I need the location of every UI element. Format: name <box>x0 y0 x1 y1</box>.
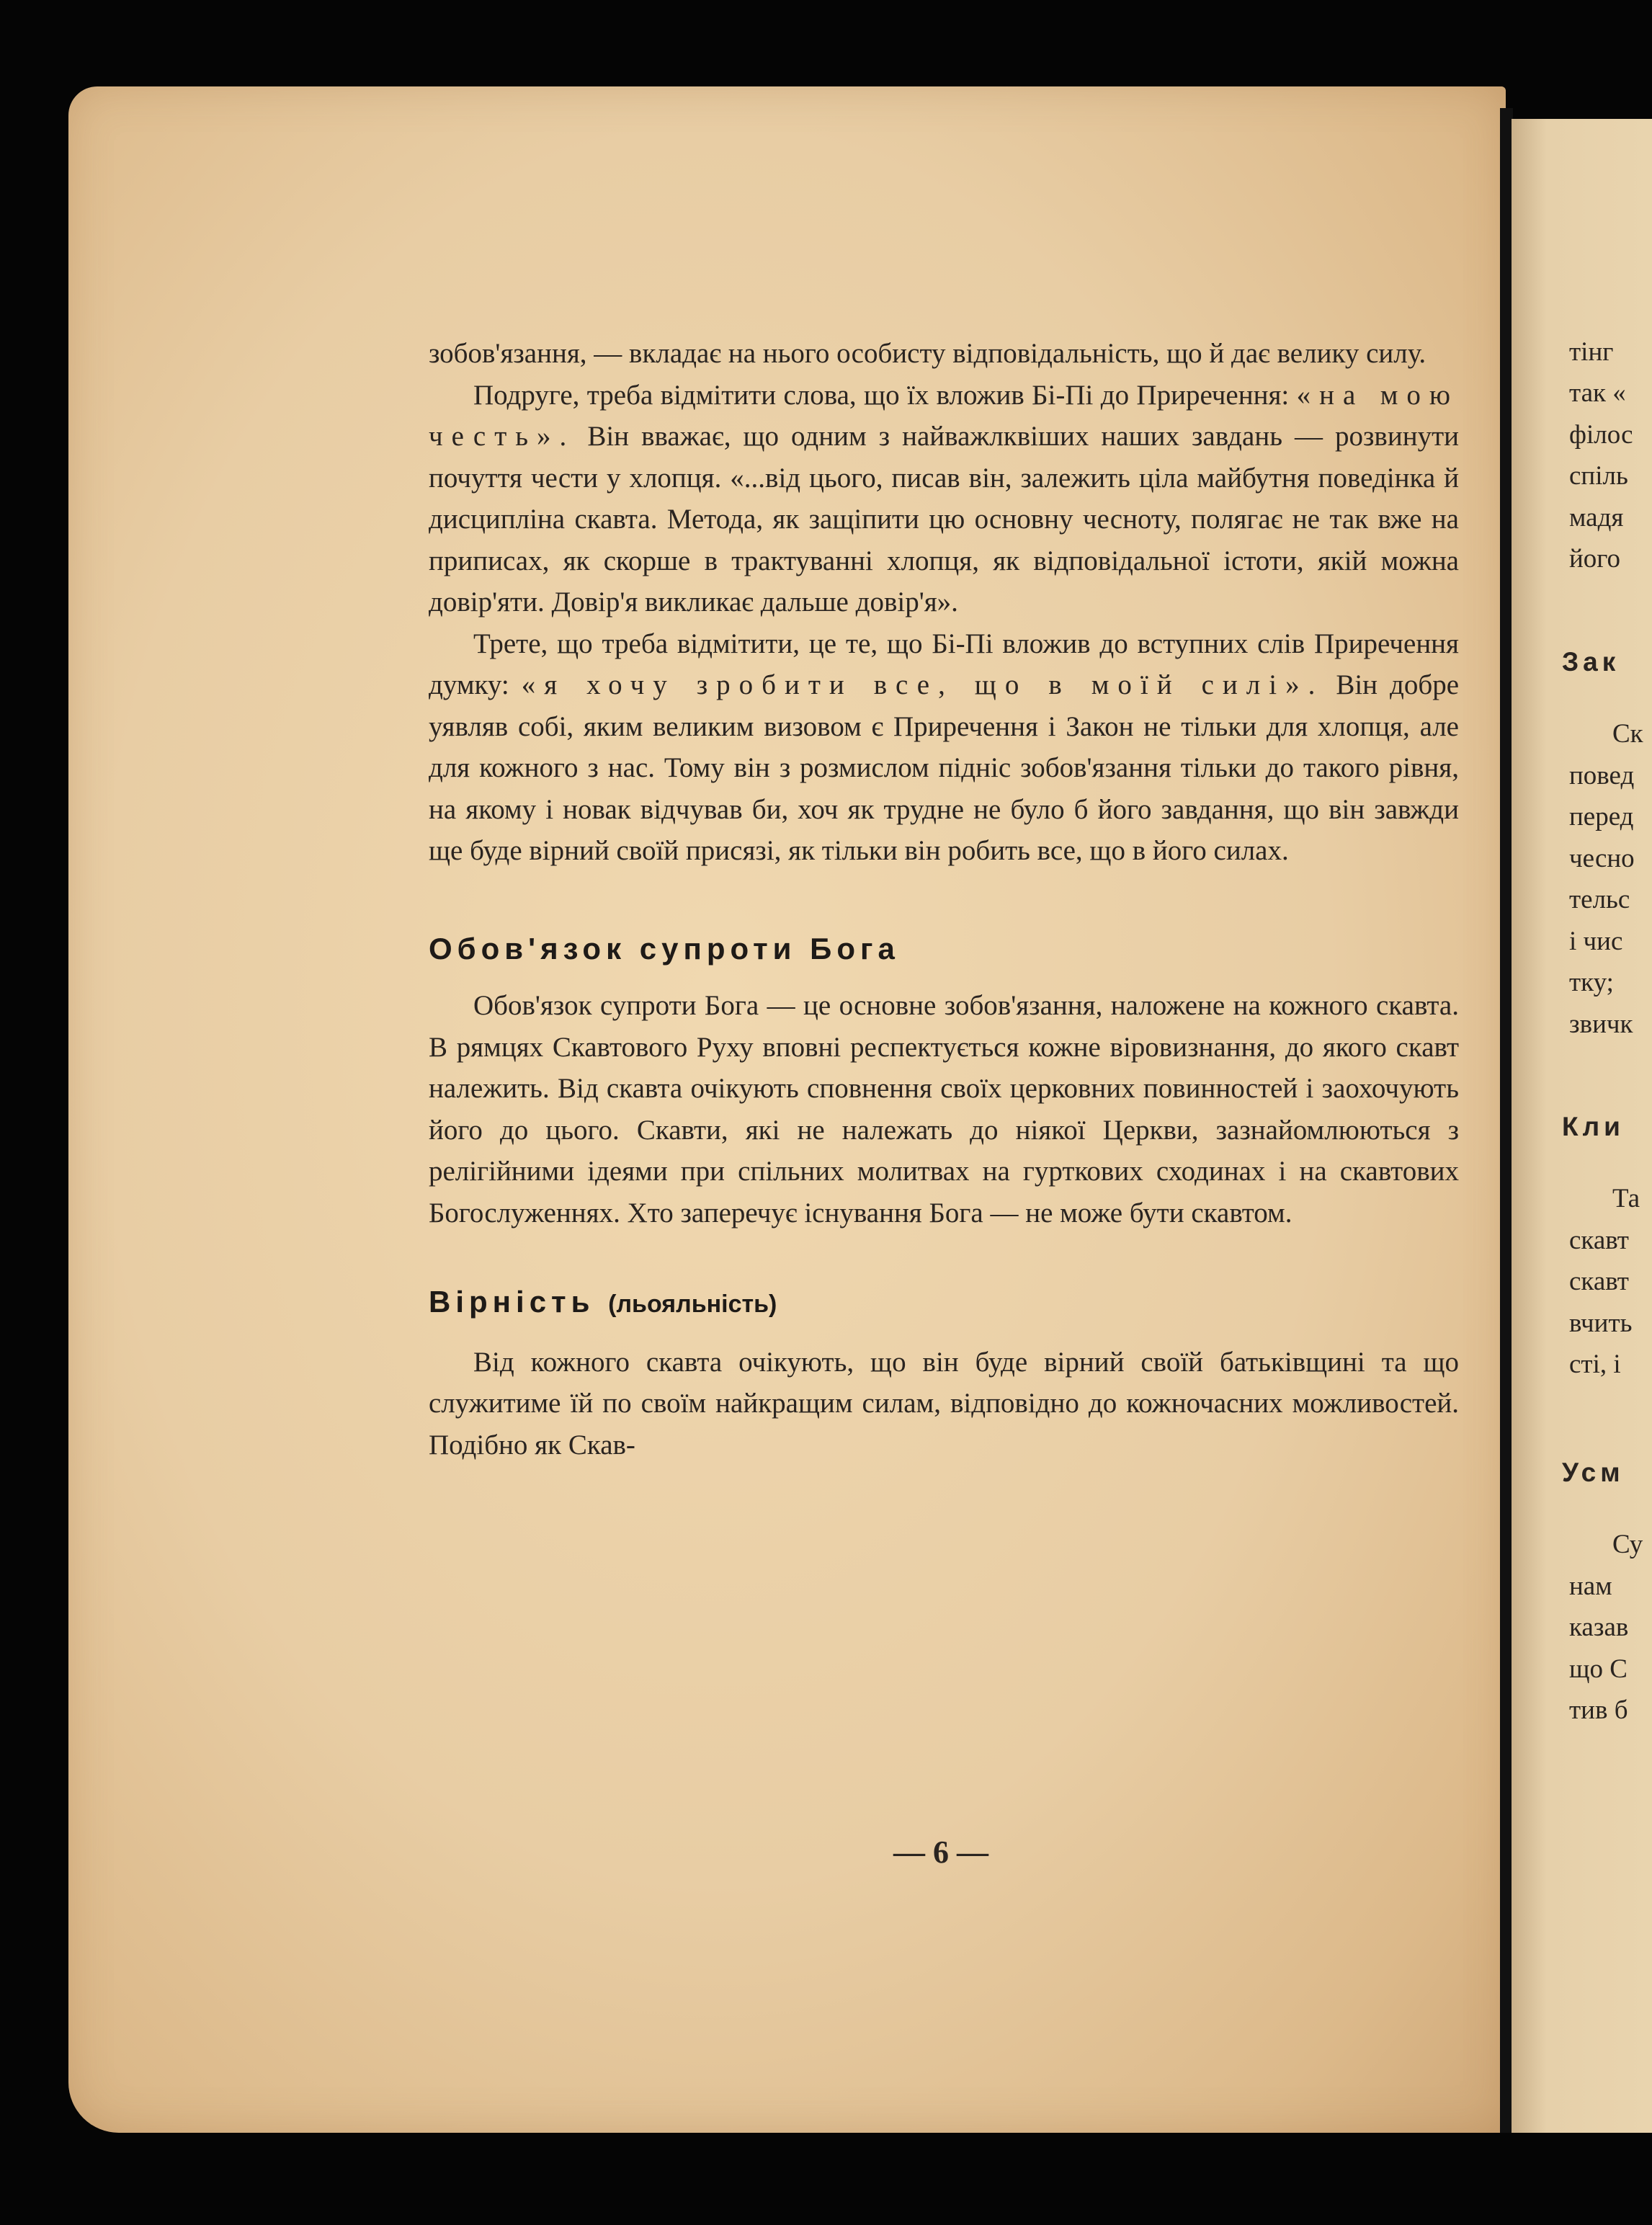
section-heading-duty-to-god: Обов'язок супроти Бога <box>429 931 900 966</box>
right-heading: Усм <box>1562 1458 1625 1487</box>
right-line: перед <box>1569 802 1634 831</box>
right-heading: Кли <box>1562 1112 1625 1141</box>
emphasis-on-my-honor: «на мою честь». <box>429 379 1460 452</box>
right-line: повед <box>1569 761 1635 790</box>
paragraph-third-point: Трете, що треба відмітити, це те, що Бі-Пі вложив до вступних слів Приречення думку: «я хочу зробити все, що в моїй силі». Він добре уявляв собі, яким великим визовом є Приречення і Закон не тільки для хлопця, але для кожного з нас. Тому він з розмислом підніс зобов'язання тільки до такого рівня, на якому і новак відчував би, хоч як трудне не було б його завдання, що він завжди ще буде вірний своїй присязі, як тільки він робить все, що в його силах. <box>429 628 1460 866</box>
right-line: і чис <box>1569 927 1623 956</box>
page-text <box>429 333 1459 1466</box>
right-line: тку; <box>1569 968 1614 997</box>
right-line: що С <box>1569 1654 1628 1684</box>
page-number: — 6 — <box>893 1834 988 1870</box>
right-line: Ск <box>1612 719 1643 749</box>
right-heading: Зак <box>1562 647 1620 677</box>
right-line: Та <box>1612 1184 1640 1213</box>
right-line: тельс <box>1569 885 1630 914</box>
right-line: казав <box>1569 1613 1629 1642</box>
right-line: сті, і <box>1569 1350 1621 1379</box>
section-heading-loyalty: Вірність (льояльність) <box>429 1285 777 1319</box>
right-line: тінг <box>1569 337 1614 367</box>
emphasis-do-my-best: «я хочу зробити все, що в моїй силі». <box>521 669 1324 700</box>
section-text-loyalty: Від кожного скавта очікують, що він буде вірний своїй батьківщині та що служитиме їй по своїм найкращим силам, відповідно до кожночасних можливостей. Подібно як Скав- <box>429 1346 1459 1461</box>
right-line: чесно <box>1569 844 1635 873</box>
right-line: спіль <box>1569 461 1628 491</box>
right-line: вчить <box>1569 1308 1633 1338</box>
right-line: так « <box>1569 378 1626 408</box>
section-text-duty-to-god: Обов'язок супроти Бога — це основне зобов'язання, наложене на кожного скавта. В рямцях Скавтового Руху вповні респектується кожне віровизнання, до якого скавт належить. Від скавта очікують сповнення своїх церковних повинностей і заохочують його до цього. Скавти, які не належать до ніякої Церкви, зазнайомлюються з релігійними ідеями при спільних молитвах на гурткових сходинах і на скавтових Богослуженнях. Хто заперечує існування Бога — не може бути скавтом. <box>429 990 1459 1229</box>
paragraph-second-point: Подруге, треба відмітити слова, що їх вложив Бі-Пі до Приречення: «на мою честь». Він вважає, що одним з найважлквіших наших завдань — розвинути почуття чести у хлопця. «...від цього, писав він, залежить ціла майбутня поведінка й дисципліна скавта. Метода, як защіпити цю основну чесноту, полягає не так вже на приписах, як скорше в трактуванні хлопця, як відповідальної істоти, якій можна довір'яти. Довір'я викликає дальше довір'я». <box>429 379 1460 617</box>
right-line: скавт <box>1569 1267 1629 1296</box>
right-line: скавт <box>1569 1226 1629 1255</box>
right-line: Су <box>1612 1530 1643 1559</box>
right-line: філос <box>1569 420 1633 450</box>
section-heading-note: (льояльність) <box>608 1290 777 1318</box>
right-line: його <box>1569 544 1621 574</box>
right-line: звичк <box>1569 1009 1633 1039</box>
right-line: нам <box>1569 1571 1612 1601</box>
right-line: тив б <box>1569 1695 1628 1725</box>
right-line: мадя <box>1569 503 1624 532</box>
paragraph-continuation: зобов'язання, — вкладає на нього особисту відповідальність, що й дає велику силу. <box>429 338 1426 369</box>
